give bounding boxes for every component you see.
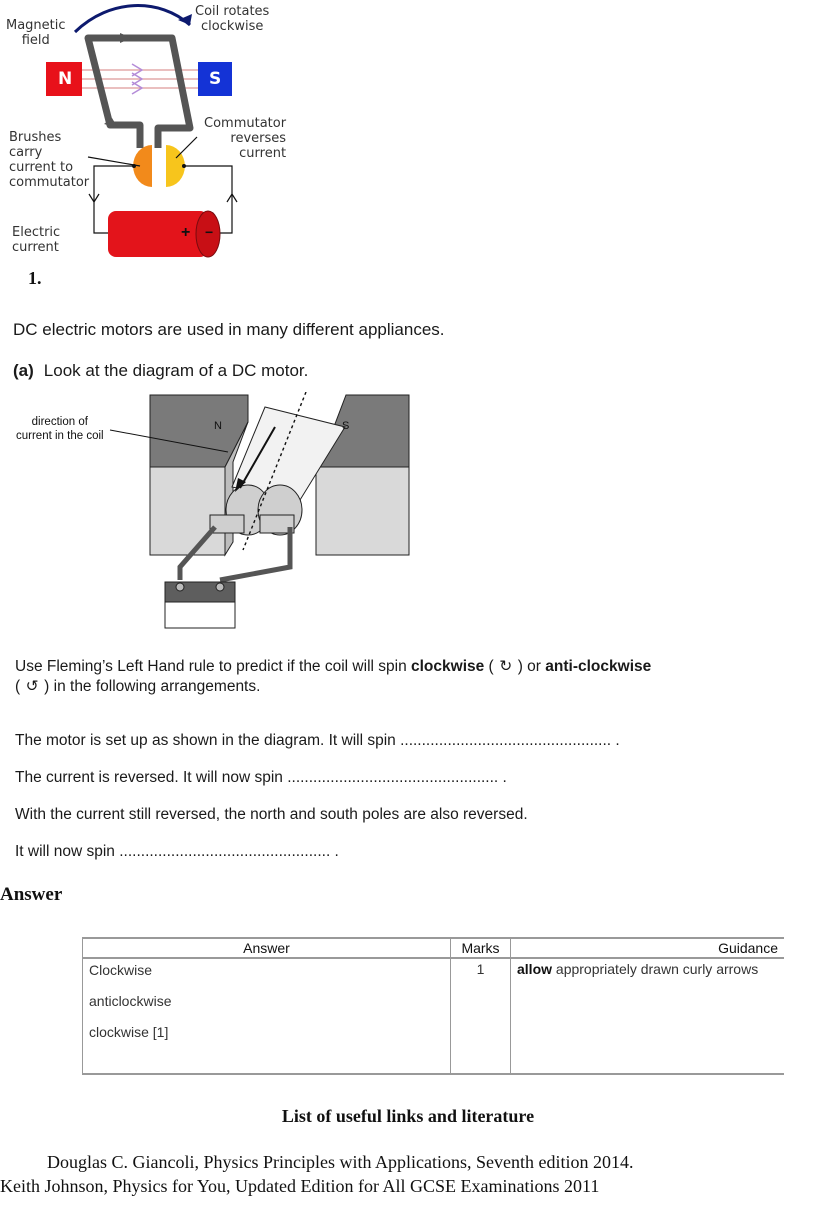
grey-pole-s: S (342, 420, 350, 432)
part-a-label: (a) (13, 361, 34, 380)
answer-heading: Answer (0, 884, 63, 905)
reference-2: Keith Johnson, Physics for You, Updated Edition for All GCSE Examinations 2011 (0, 1176, 600, 1196)
pole-n-label: N (58, 69, 73, 89)
header-marks: Marks (451, 938, 511, 958)
pole-s-label: S (209, 69, 222, 89)
header-guidance: Guidance (511, 938, 785, 958)
label-direction-current: direction of current in the coil (16, 416, 104, 442)
question-3: With the current still reversed, the north and south poles are also reversed. (15, 806, 528, 823)
answer-table (82, 937, 784, 1075)
label-brushes: Brushes carry current to commutator (9, 130, 90, 190)
question-2: The current is reversed. It will now spin ................................................. . (15, 769, 507, 786)
label-coil-rotates: Coil rotates clockwise (195, 4, 270, 34)
clockwise-arrow-icon: ↻ (499, 658, 513, 675)
table-header-row (83, 938, 785, 958)
reference-1: Douglas C. Giancoli, Physics Principles with Applications, Seventh edition 2014. (47, 1152, 634, 1172)
header-answer: Answer (83, 938, 451, 958)
question-4: It will now spin ................................................. . (15, 843, 339, 860)
instruction-text: Use Fleming’s Left Hand rule to predict if the coil will spin (15, 658, 411, 675)
answer-2: anticlockwise (89, 993, 172, 1009)
intro-text: DC electric motors are used in many different appliances. (13, 320, 445, 339)
instruction-mid: ) or (517, 658, 546, 675)
clockwise-term: clockwise (411, 658, 485, 675)
battery-plus: + (181, 224, 191, 241)
part-a-text: Look at the diagram of a DC motor. (43, 361, 309, 380)
label-electric-current: Electric current (12, 225, 61, 255)
anticlockwise-arrow-icon: ↺ (25, 678, 39, 695)
links-heading: List of useful links and literature (281, 1106, 535, 1126)
question-number: 1. (28, 268, 42, 288)
table-row (83, 958, 785, 1074)
question-1: The motor is set up as shown in the diagram. It will spin ................................................. . (15, 732, 620, 749)
guidance-text: appropriately drawn curly arrows (552, 961, 759, 977)
label-commutator: Commutator reverses current (204, 116, 287, 161)
instruction-line1: Use Fleming’s Left Hand rule to predict if the coil will spin clockwise ( ↻ ) or anti-clockwise (15, 658, 652, 675)
battery-minus: − (205, 224, 214, 240)
answers-cell (83, 958, 451, 1074)
instruction-line2: ( ↺ ) in the following arrangements. (15, 678, 261, 695)
label-magnetic-field: Magnetic field (6, 18, 66, 48)
instruction-end: ) in the following arrangements. (44, 678, 261, 695)
guidance-cell (511, 958, 785, 1074)
marks-cell: 1 (451, 958, 511, 1074)
guidance-bold: allow (517, 961, 553, 977)
anticlockwise-term: anti-clockwise (545, 658, 652, 675)
answer-1: Clockwise (89, 962, 153, 978)
answer-table-wrap (82, 937, 784, 1075)
answer-3: clockwise [1] (89, 1024, 169, 1040)
grey-pole-n: N (214, 420, 222, 432)
